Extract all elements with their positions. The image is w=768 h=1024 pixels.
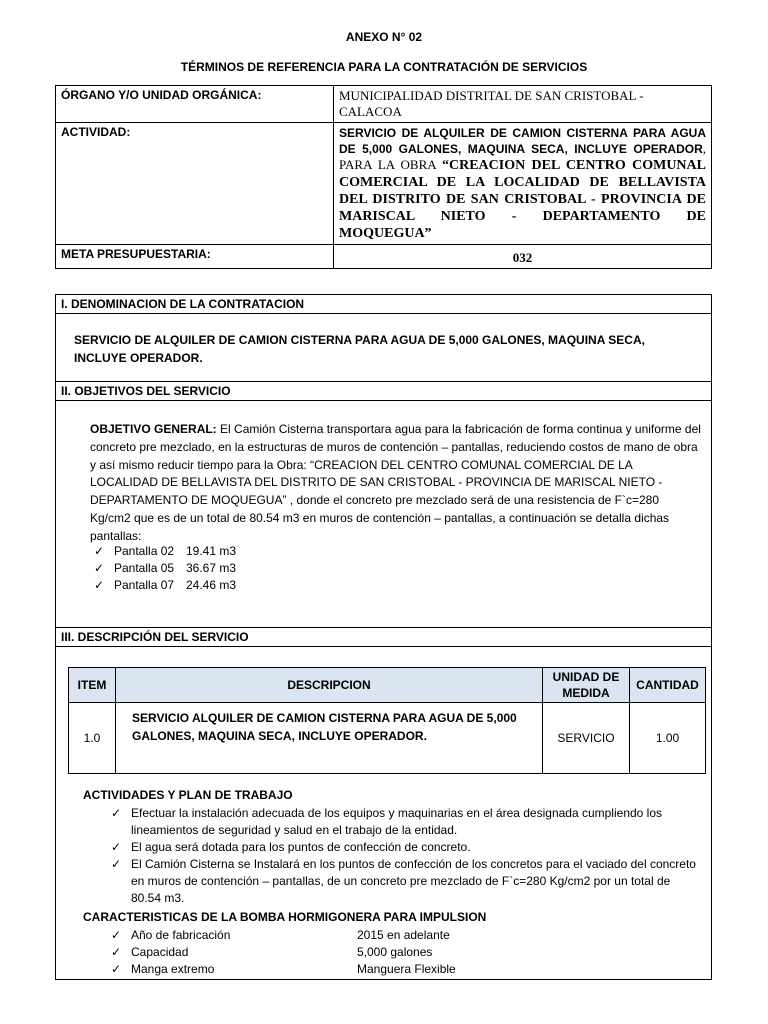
pantalla-name: Pantalla 07	[114, 578, 175, 592]
column-header: ITEM	[69, 668, 116, 703]
activity-connector: , PARA LA OBRA	[339, 141, 706, 172]
table-row	[69, 703, 706, 774]
objective-text: El Camión Cisterna transportara agua para la fabricación de forma continua y uniforme del concreto pre mezclado, en la estructuras de muros de contención – pantallas, reduciendo costos de mano de obra y así mismo reducir tiempo para la Obra: “CREACION DEL CENTRO COMUNAL COMERCIAL DE LA LOCALIDAD DE BELLAVISTA DEL DISTRITO DE SAN CRISTOBAL - PROVINCIA DE MARISCAL NIETO - DEPARTAMENTO DE MOQUEGUA” , donde el concreto pre mezclado será de una resistencia de F`c=280 Kg/cm2 que es de un total de 80.54 m3 en muros de contención – pantallas, a continuación se detalla dichas pantallas:	[90, 422, 701, 543]
characteristic-key: Manga extremo	[131, 962, 215, 976]
characteristic-value: 5,000 galones	[357, 945, 433, 959]
activity-work-name: “CREACION DEL CENTRO COMUNAL COMERCIAL DE LA LOCALIDAD DE BELLAVISTA DEL DISTRITO DE SAN CRISTOBAL - PROVINCIA DE MARISCAL NIETO - DEPARTAMENTO DE MOQUEGUA”	[339, 158, 706, 241]
table-header-row	[69, 668, 706, 703]
header-table	[55, 85, 712, 269]
activity-row	[56, 123, 712, 245]
organ-label: ÓRGANO Y/O UNIDAD ORGÁNICA:	[56, 86, 334, 123]
organ-row	[56, 86, 712, 123]
organ-value: MUNICIPALIDAD DISTRITAL DE SAN CRISTOBAL - CALACOA	[334, 86, 712, 123]
table-cell: SERVICIO ALQUILER DE CAMION CISTERNA PARA AGUA DE 5,000 GALONES, MAQUINA SECA, INCLUYE OPERADOR.	[116, 703, 543, 774]
column-header: CANTIDAD	[630, 668, 706, 703]
objective-label: OBJETIVO GENERAL:	[90, 422, 217, 436]
list-item	[103, 944, 663, 961]
list-item	[103, 927, 663, 944]
pantalla-volume: 19.41 m3	[186, 544, 237, 558]
list-item	[86, 543, 236, 560]
activity-service: SERVICIO DE ALQUILER DE CAMION CISTERNA PARA AGUA DE 5,000 GALONES, MAQUINA SECA, INCLUYE OPERADOR	[339, 126, 706, 156]
service-table	[68, 667, 706, 774]
column-header: DESCRIPCION	[116, 668, 543, 703]
pantallas-list	[86, 543, 236, 594]
table-cell: 1.0	[69, 703, 116, 774]
pantalla-name: Pantalla 02	[114, 544, 175, 558]
list-item	[86, 560, 236, 577]
pantalla-volume: 24.46 m3	[186, 578, 237, 592]
activities-list	[103, 805, 703, 907]
characteristics-title: CARACTERISTICAS DE LA BOMBA HORMIGONERA PARA IMPULSION	[83, 910, 487, 924]
sections-box	[55, 294, 712, 980]
section3-heading: III. DESCRIPCIÓN DEL SERVICIO	[56, 628, 711, 647]
meta-value: 032	[334, 245, 712, 269]
list-item	[103, 961, 663, 978]
activities-title: ACTIVIDADES Y PLAN DE TRABAJO	[83, 788, 293, 802]
characteristic-value: Manguera Flexible	[357, 962, 456, 976]
characteristic-key: Año de fabricación	[131, 928, 231, 942]
list-item: ✓ El Camión Cisterna se Instalará en los puntos de confección de los concretos para el vaciado del concreto en muros de contención – pantallas, de un concreto pre mezclado de F`c=280 Kg/cm2 por un total de 80.54 m3.	[103, 856, 703, 907]
characteristic-key: Capacidad	[131, 945, 189, 959]
section1-text: SERVICIO DE ALQUILER DE CAMION CISTERNA PARA AGUA DE 5,000 GALONES, MAQUINA SECA, INCLUYE OPERADOR.	[74, 333, 645, 365]
pantalla-volume: 36.67 m3	[186, 561, 237, 575]
section1-heading: I. DENOMINACION DE LA CONTRATACION	[56, 295, 711, 314]
objective-paragraph	[90, 421, 702, 546]
list-item: ✓ El agua será dotada para los puntos de confección de concreto.	[103, 839, 703, 856]
activity-label: ACTIVIDAD:	[56, 123, 334, 245]
column-header: UNIDAD DE MEDIDA	[543, 668, 630, 703]
characteristic-value: 2015 en adelante	[357, 928, 450, 942]
table-cell: SERVICIO	[543, 703, 630, 774]
list-item: ✓ Efectuar la instalación adecuada de los equipos y maquinarias en el área designada cumpliendo los lineamientos de seguridad y salud en el trabajo de la entidad.	[103, 805, 703, 839]
meta-label: META PRESUPUESTARIA:	[56, 245, 334, 269]
activity-value	[334, 123, 712, 245]
document-title: TÉRMINOS DE REFERENCIA PARA LA CONTRATACIÓN DE SERVICIOS	[180, 60, 588, 74]
section2-heading: II. OBJETIVOS DEL SERVICIO	[56, 382, 711, 401]
pantalla-name: Pantalla 05	[114, 561, 175, 575]
list-item	[86, 577, 236, 594]
table-cell: 1.00	[630, 703, 706, 774]
characteristics-list	[103, 927, 663, 978]
annex-number: ANEXO N° 02	[345, 30, 423, 44]
meta-row	[56, 245, 712, 269]
